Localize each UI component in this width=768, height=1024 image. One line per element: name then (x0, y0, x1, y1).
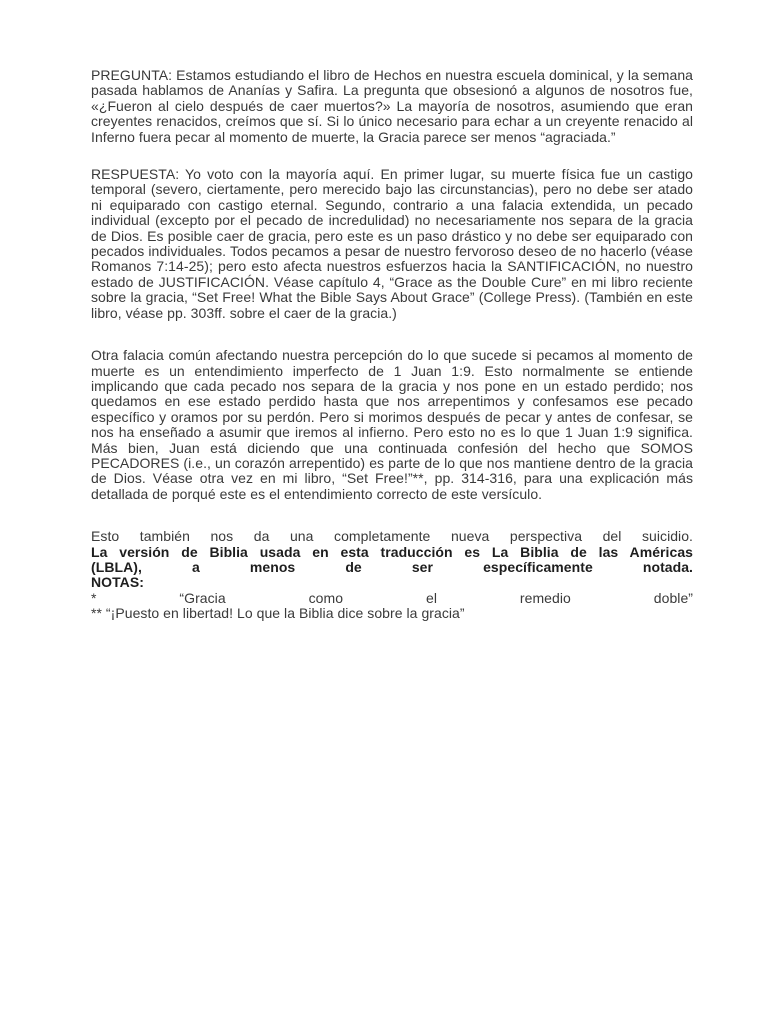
note-2: ** “¡Puesto en libertad! Lo que la Biblia dice sobre la gracia” (91, 605, 465, 622)
suicide-sentence: Esto también nos da una completamente nueva perspectiva del suicidio. (91, 528, 693, 545)
question-paragraph: PREGUNTA: Estamos estudiando el libro de Hechos en nuestra escuela dominical, y la semana pasada hablamos de Ananías y Safira. La pregunta que obsesionó a algunos de nosotros fue, «¿Fueron al cielo después de caer muertos?» La mayoría de nosotros, asumiendo que eran creyentes renacidos, creímos que sí. Si lo único necesario para echar a un creyente renacido al Inferno fuera pecar al momento de muerte, la Gracia parece ser menos “agraciada.” (91, 67, 693, 145)
bible-version-line-1: La versión de Biblia usada en esta traducción es La Biblia de las Américas (91, 543, 693, 560)
closing-section (91, 529, 693, 621)
fallacy-paragraph: Otra falacia común afectando nuestra percepción do lo que sucede si pecamos al momento de muerte es un entendimiento imperfecto de 1 Juan 1:9. Esto normalmente se entiende implicando que cada pecado nos separa de la gracia y nos pone en un estado perdido; nos quedamos en ese estado perdido hasta que nos arrepentimos y confesamos ese pecado específico y oramos por su perdón. Pero si morimos después de pecar y antes de confesar, se nos ha enseñado a asumir que iremos al infierno. Pero esto no es lo que 1 Juan 1:9 significa. Más bien, Juan está diciendo que una continuada confesión del hecho que SOMOS PECADORES (i.e., un corazón arrepentido) es parte de lo que nos mantiene dentro de la gracia de Dios. Véase otra vez en mi libro, “Set Free!”**, pp. 314-316, para una explicación más detallada de porqué este es el entendimiento correcto de este versículo. (91, 347, 693, 502)
bible-version-line-2: (LBLA), a menos de ser específicamente notada. (91, 558, 693, 575)
notes-heading: NOTAS: (91, 574, 144, 591)
answer-paragraph: RESPUESTA: Yo voto con la mayoría aquí. En primer lugar, su muerte física fue un castigo temporal (severo, ciertamente, pero merecido bajo las circunstancias), pero no debe ser atado ni equiparado con castigo eternal. Segundo, contrario a una falacia extendida, un pecado individual (excepto por el pecado de incredulidad) no necesariamente nos separa de la gracia de Dios. Es posible caer de gracia, pero este es un paso drástico y no debe ser equiparado con pecados individuales. Todos pecamos a pesar de nuestro fervoroso deseo de no hacerlo (véase Romanos 7:14-25); pero esto afecta nuestros esfuerzos hacia la SANTIFICACIÓN, no nuestro estado de JUSTIFICACIÓN. Véase capítulo 4, “Grace as the Double Cure” en mi libro reciente sobre la gracia, “Set Free! What the Bible Says About Grace” (College Press). (También en este libro, véase pp. 303ff. sobre el caer de la gracia.) (91, 166, 693, 321)
document-page (91, 68, 693, 622)
note-1: * “Gracia como el remedio doble” (91, 589, 693, 606)
